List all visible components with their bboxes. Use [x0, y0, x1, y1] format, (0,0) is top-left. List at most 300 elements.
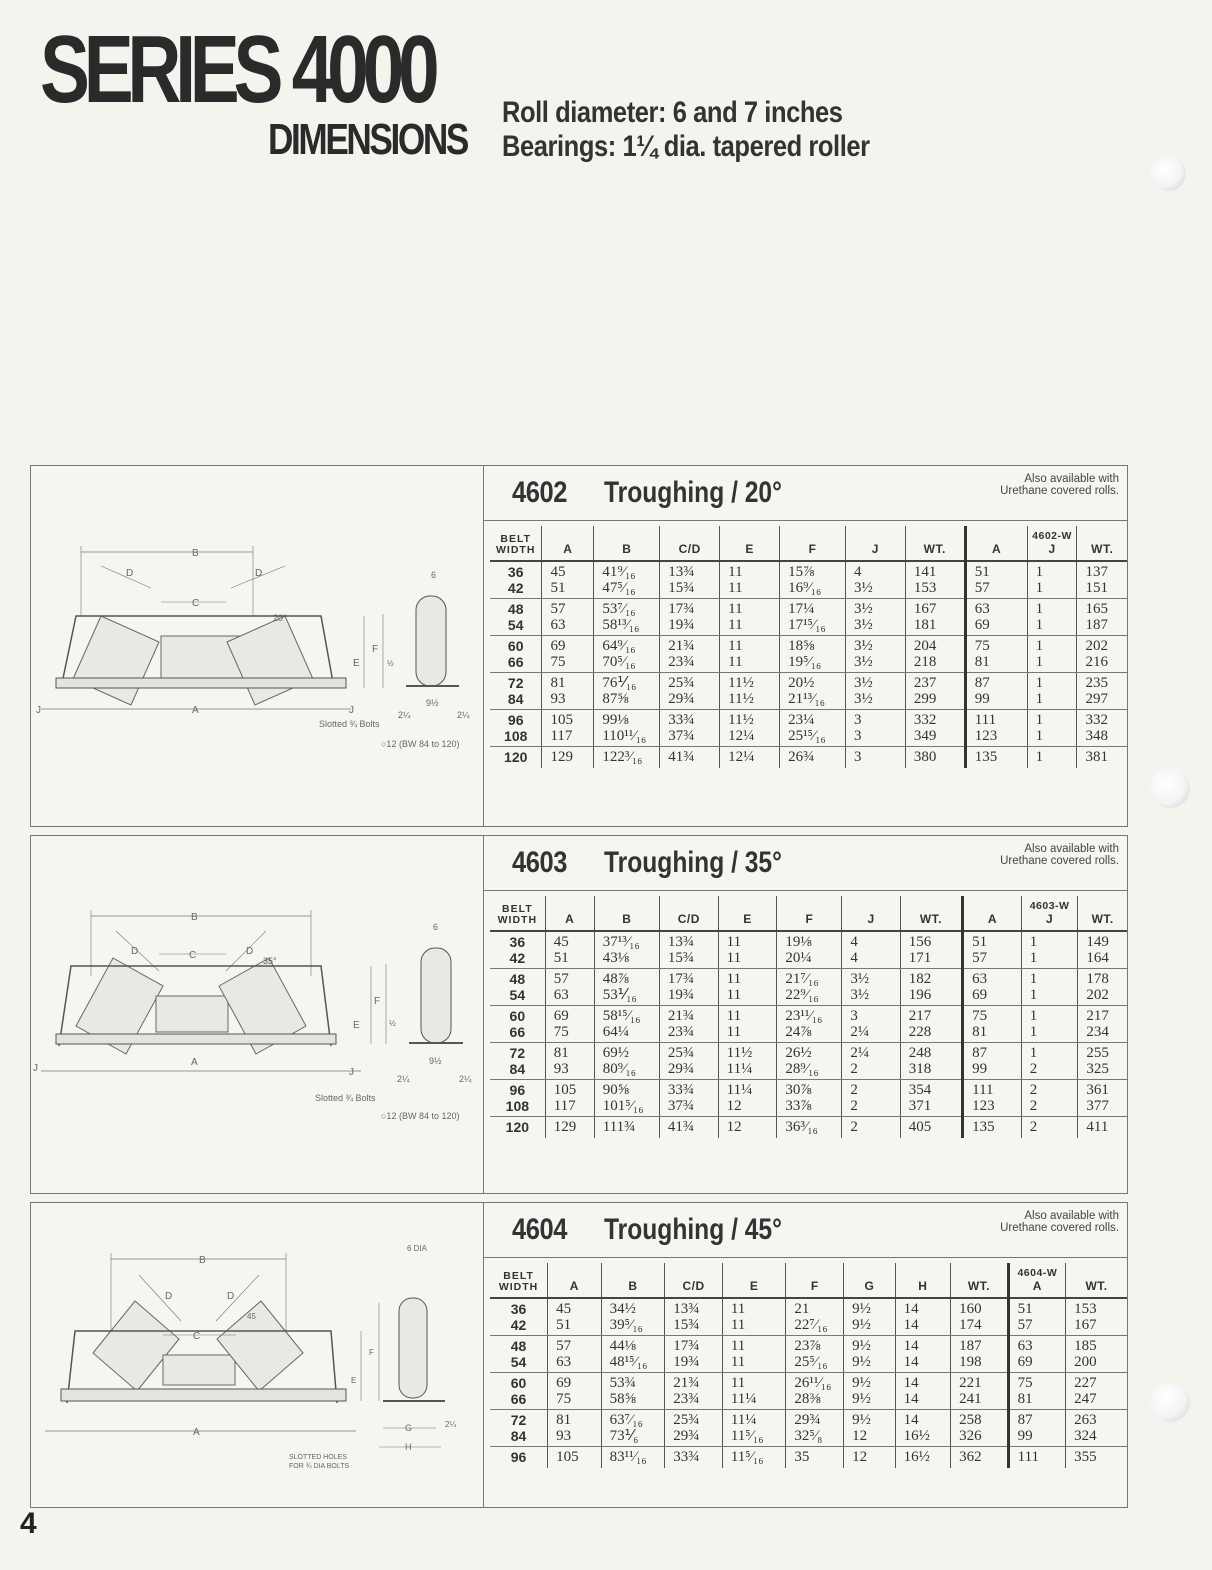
table-cell: 14 16½: [895, 1410, 951, 1447]
table-cell: 135: [963, 1117, 1022, 1138]
column-header: WT.: [900, 896, 962, 931]
table-cell: 1 2: [1021, 1043, 1078, 1080]
table-cell: 26¾: [780, 747, 846, 768]
table-cell: 63 69: [1008, 1336, 1065, 1373]
table-cell: 45 51: [542, 561, 594, 599]
dim-a-label: A: [193, 1427, 200, 1438]
table-cell: 19⅛ 20¼: [777, 931, 842, 969]
table-cell: 217 228: [900, 1006, 962, 1043]
table-cell: 69 75: [545, 1006, 594, 1043]
column-header: WT.: [1066, 1263, 1127, 1298]
table-cell: 204 218: [905, 636, 965, 673]
table-cell: 9½ 12: [844, 1410, 896, 1447]
urethane-note: Also available with Urethane covered rolls.: [1000, 843, 1119, 867]
table-cell: 12: [718, 1117, 777, 1138]
dim-ninehalf-label: 9½: [429, 1056, 442, 1066]
table-cell: 90⅝ 101⁵⁄₁₆: [594, 1080, 659, 1117]
column-header: WT.: [905, 526, 965, 561]
bw-note: ○12 (BW 84 to 120): [381, 1111, 460, 1121]
table-cell: 105 117: [542, 710, 594, 747]
column-header: J: [842, 896, 900, 931]
table-cell: 36 42: [490, 931, 545, 969]
table-cell: 60 66: [490, 1006, 545, 1043]
dim-c-label: C: [189, 950, 197, 961]
model-number: 4603: [512, 846, 568, 879]
table-cell: 137 151: [1077, 561, 1127, 599]
dim-j-right: J: [349, 705, 354, 716]
binder-hole: [1150, 1382, 1190, 1422]
binder-hole: [1150, 768, 1190, 808]
table-cell: 354 371: [900, 1080, 962, 1117]
table-cell: 9½ 9½: [844, 1373, 896, 1410]
table-cell: 11½ 11½: [720, 673, 780, 710]
column-header: B: [601, 1263, 665, 1298]
table-cell: 2 2: [1021, 1080, 1078, 1117]
table-cell: 16½: [895, 1447, 951, 1468]
dim-twoq-left: 2¼: [398, 710, 411, 720]
table-cell: 182 196: [900, 969, 962, 1006]
section-title: Troughing / 20°: [604, 476, 782, 509]
table-cell: 11 11: [720, 599, 780, 636]
column-header: H: [895, 1263, 951, 1298]
column-header: WT.: [951, 1263, 1008, 1298]
column-header: C/D: [660, 526, 720, 561]
dim-d-label-left: D: [131, 946, 139, 957]
dim-e-label: E: [353, 658, 360, 669]
model-number: 4604: [512, 1213, 568, 1246]
slotted-holes-note-1: SLOTTED HOLES: [289, 1454, 347, 1461]
table-cell: 13¾ 15¾: [659, 931, 718, 969]
table-cell: 14 14: [895, 1336, 951, 1373]
table-cell: 34½ 39⁵⁄₁₆: [601, 1298, 665, 1336]
table-cell: 21¾ 23¾: [659, 1006, 718, 1043]
table-cell: 51 57: [963, 931, 1022, 969]
dim-half-label: ½: [387, 659, 394, 668]
angle-label: 20°: [273, 613, 287, 623]
table-row: [490, 1373, 1127, 1410]
table-cell: 87 99: [963, 1043, 1022, 1080]
table-cell: 23¼ 25¹⁵⁄₁₆: [780, 710, 846, 747]
table-cell: 45 51: [548, 1298, 602, 1336]
table-cell: 11¼ 11⁵⁄₁₆: [722, 1410, 786, 1447]
table-cell: 75 81: [963, 1006, 1022, 1043]
column-header: BELT WIDTH: [490, 1263, 548, 1298]
dim-twoq-right: 2¼: [457, 710, 470, 720]
table-cell: 332 348: [1077, 710, 1127, 747]
table-cell: 1 1: [1027, 561, 1077, 599]
spec-roll-diameter: Roll diameter: 6 and 7 inches: [502, 96, 843, 129]
table-cell: 17¾ 19¾: [659, 969, 718, 1006]
table-cell: 11 11: [718, 969, 777, 1006]
column-header: WT.: [1077, 526, 1127, 561]
table-panel-4602: [484, 466, 1127, 826]
table-cell: 120: [504, 749, 528, 765]
table-cell: 72 84: [490, 673, 542, 710]
column-header: 4604-W A: [1008, 1263, 1065, 1298]
table-cell: 60 66: [490, 636, 542, 673]
column-header: BELT WIDTH: [490, 526, 542, 561]
table-cell: 13¾ 15¾: [660, 561, 720, 599]
table-row: [490, 1410, 1127, 1447]
table-cell: 20½ 21¹³⁄₁₆: [780, 673, 846, 710]
dim-c-label: C: [192, 598, 200, 609]
table-row: [490, 1080, 1127, 1117]
column-header: J: [845, 526, 905, 561]
table-cell: 17¾ 19¾: [660, 599, 720, 636]
table-cell: 15⅞ 16⁹⁄₁₆: [780, 561, 846, 599]
table-row: [490, 710, 1127, 747]
table-cell: 57 63: [545, 969, 594, 1006]
slotted-holes-note-2: FOR ¾ DIA BOLTS: [289, 1463, 350, 1470]
column-header: B: [594, 896, 659, 931]
table-cell: 37¹³⁄₁₆ 43⅛: [594, 931, 659, 969]
dim-j-right: J: [349, 1067, 354, 1078]
table-cell: 69½ 80⁹⁄₁₆: [594, 1043, 659, 1080]
table-cell: 156 171: [900, 931, 962, 969]
section-title: Troughing / 45°: [604, 1213, 782, 1246]
column-header: E: [720, 526, 780, 561]
dim-f-label: F: [369, 1348, 374, 1357]
table-cell: 51 57: [1008, 1298, 1065, 1336]
table-cell: 35: [786, 1447, 844, 1468]
model-number: 4602: [512, 476, 568, 509]
table-cell: 111 123: [963, 1080, 1022, 1117]
table-cell: 25¾ 29¾: [659, 1043, 718, 1080]
table-cell: 21⁷⁄₁₆ 22⁹⁄₁₆: [777, 969, 842, 1006]
dim-twoq-left: 2¼: [397, 1074, 410, 1084]
table-cell: 2: [842, 1117, 900, 1138]
table-cell: 1: [1027, 747, 1077, 768]
table-cell: 141 153: [905, 561, 965, 599]
table-cell: 81 93: [545, 1043, 594, 1080]
table-row: [490, 599, 1127, 636]
table-cell: 58¹⁵⁄₁₆ 64¼: [594, 1006, 659, 1043]
table-row: [490, 1447, 1127, 1468]
table-cell: 227 247: [1066, 1373, 1127, 1410]
dim-b-label: B: [191, 912, 198, 923]
section-header: [484, 836, 1127, 891]
table-cell: 33¾ 37¾: [660, 710, 720, 747]
table-cell: 83¹¹⁄₁₆: [601, 1447, 665, 1468]
column-header: E: [722, 1263, 786, 1298]
table-cell: 75 81: [965, 636, 1027, 673]
table-cell: 120: [505, 1119, 530, 1135]
table-cell: 33¾ 37¾: [659, 1080, 718, 1117]
table-cell: 11 11: [722, 1336, 786, 1373]
column-header: A: [545, 896, 594, 931]
table-cell: 129: [545, 1117, 594, 1138]
table-cell: 63 69: [965, 599, 1027, 636]
table-cell: 263 324: [1066, 1410, 1127, 1447]
table-cell: 153 167: [1066, 1298, 1127, 1336]
urethane-note: Also available with Urethane covered rolls.: [1000, 473, 1119, 497]
dim-ninehalf-label: 9½: [426, 698, 439, 708]
table-cell: 11 11: [720, 561, 780, 599]
dim-e-label: E: [353, 1020, 360, 1031]
table-cell: 25¾ 29¾: [665, 1410, 723, 1447]
dim-c-label: C: [193, 1331, 201, 1342]
column-header: G: [844, 1263, 896, 1298]
dim-d-label-left: D: [126, 568, 134, 579]
table-cell: 202 216: [1077, 636, 1127, 673]
table-cell: 48 54: [490, 969, 545, 1006]
table-cell: 1 1: [1027, 673, 1077, 710]
table-cell: 25¾ 29¾: [660, 673, 720, 710]
table-cell: 11 11: [722, 1298, 786, 1336]
table-cell: 33¾: [665, 1447, 723, 1468]
table-cell: 11 11: [718, 931, 777, 969]
table-cell: 81 93: [548, 1410, 602, 1447]
table-cell: 2: [1021, 1117, 1078, 1138]
table-cell: 185 200: [1066, 1336, 1127, 1373]
dim-f-label: F: [374, 996, 381, 1007]
column-header: A: [965, 526, 1027, 561]
dim-twoq-label: 2¼: [445, 1420, 457, 1429]
table-cell: 69 75: [542, 636, 594, 673]
section-title: Troughing / 35°: [604, 846, 782, 879]
table-cell: 76⅟₁₆ 87⅝: [594, 673, 660, 710]
table-row: [490, 636, 1127, 673]
table-row: [490, 931, 1127, 969]
table-cell: 221 241: [951, 1373, 1008, 1410]
page-number: 4: [20, 1507, 37, 1540]
table-cell: 2¼ 2: [842, 1043, 900, 1080]
variant-label: 4602-W: [1032, 530, 1072, 542]
dimensions-table: [490, 1263, 1127, 1468]
table-cell: 11⁵⁄₁₆: [722, 1447, 786, 1468]
table-cell: 122³⁄₁₆: [594, 747, 660, 768]
table-cell: 237 299: [905, 673, 965, 710]
dim-six-dia-label: 6 DIA: [407, 1244, 428, 1253]
table-cell: 160 174: [951, 1298, 1008, 1336]
table-cell: 75 81: [1008, 1373, 1065, 1410]
table-cell: 167 181: [905, 599, 965, 636]
table-cell: 53¾ 58⅝: [601, 1373, 665, 1410]
table-cell: 217 234: [1078, 1006, 1127, 1043]
table-cell: 105 117: [545, 1080, 594, 1117]
table-cell: 87 99: [1008, 1410, 1065, 1447]
table-cell: 165 187: [1077, 599, 1127, 636]
column-header: C/D: [665, 1263, 723, 1298]
table-cell: 362: [951, 1447, 1008, 1468]
table-cell: 53⁷⁄₁₆ 58¹³⁄₁₆: [594, 599, 660, 636]
table-cell: 36 42: [490, 561, 542, 599]
table-cell: 41¾: [659, 1117, 718, 1138]
table-cell: 23¹¹⁄₁₆ 24⅞: [777, 1006, 842, 1043]
bw-note: ○12 (BW 84 to 120): [381, 739, 460, 749]
table-cell: 111¾: [594, 1117, 659, 1138]
table-cell: 41⁹⁄₁₆ 47⁵⁄₁₆: [594, 561, 660, 599]
table-cell: 45 51: [545, 931, 594, 969]
table-cell: 96 108: [490, 710, 542, 747]
series-subtitle: DIMENSIONS: [268, 115, 467, 164]
table-cell: 64⁹⁄₁₆ 70⁵⁄₁₆: [594, 636, 660, 673]
table-cell: 63 69: [963, 969, 1022, 1006]
table-row: [490, 673, 1127, 710]
column-header: E: [718, 896, 777, 931]
table-cell: 4 4: [842, 931, 900, 969]
bolts-note: Slotted ¾ Bolts: [319, 719, 380, 729]
table-cell: 48 54: [490, 1336, 548, 1373]
table-cell: 111 123: [965, 710, 1027, 747]
table-cell: 105: [548, 1447, 602, 1468]
column-header: A: [963, 896, 1022, 931]
table-cell: 96: [510, 1449, 527, 1465]
table-cell: 187 198: [951, 1336, 1008, 1373]
table-row: [490, 969, 1127, 1006]
table-row: [490, 1043, 1127, 1080]
column-header: F: [780, 526, 846, 561]
table-cell: 21¾ 23¾: [660, 636, 720, 673]
table-cell: 36³⁄₁₆: [777, 1117, 842, 1138]
dim-j-left: J: [36, 705, 41, 716]
table-cell: 3 3: [845, 710, 905, 747]
table-cell: 405: [900, 1117, 962, 1138]
table-cell: 3½ 3½: [845, 636, 905, 673]
section-4603: [30, 835, 1128, 1194]
dim-half-label: ½: [389, 1019, 396, 1028]
table-cell: 57 63: [542, 599, 594, 636]
table-cell: 48⅞ 53⅟₁₆: [594, 969, 659, 1006]
table-cell: 355: [1066, 1447, 1127, 1468]
section-header: [484, 1203, 1127, 1258]
series-title: SERIES 4000: [40, 16, 434, 123]
table-cell: 380: [905, 747, 965, 768]
table-row: [490, 1298, 1127, 1336]
table-cell: 1 1: [1027, 710, 1077, 747]
table-cell: 96 108: [490, 1080, 545, 1117]
dim-f-label: F: [372, 644, 379, 655]
spec-bearings: Bearings: 1¼ dia. tapered roller: [502, 130, 870, 163]
table-cell: 381: [1077, 747, 1127, 768]
table-row: [490, 1117, 1127, 1138]
table-cell: 255 325: [1078, 1043, 1127, 1080]
table-cell: 12: [844, 1447, 896, 1468]
table-cell: 41¾: [660, 747, 720, 768]
dim-h-label: H: [405, 1442, 412, 1452]
table-cell: 30⅞ 33⅞: [777, 1080, 842, 1117]
table-cell: 13¾ 15¾: [665, 1298, 723, 1336]
table-cell: 3½ 3½: [842, 969, 900, 1006]
table-cell: 21 22⁷⁄₁₆: [786, 1298, 844, 1336]
dim-d-label-left: D: [165, 1291, 173, 1302]
dim-six-label: 6: [431, 570, 437, 580]
table-cell: 11 11: [720, 636, 780, 673]
angle-label: 35°: [263, 956, 277, 966]
table-row: [490, 1006, 1127, 1043]
dimensions-table: [490, 526, 1127, 768]
table-cell: 14 14: [895, 1373, 951, 1410]
table-cell: 26½ 28⁹⁄₁₆: [777, 1043, 842, 1080]
table-cell: 72 84: [490, 1410, 548, 1447]
dim-j-left: J: [33, 1063, 38, 1074]
table-cell: 11 11: [718, 1006, 777, 1043]
binder-hole: [1150, 155, 1186, 191]
table-cell: 1 1: [1021, 1006, 1078, 1043]
column-header: B: [594, 526, 660, 561]
table-cell: 23⅞ 25⁵⁄₁₆: [786, 1336, 844, 1373]
column-header: F: [777, 896, 842, 931]
table-cell: 3½ 3½: [845, 673, 905, 710]
table-cell: 332 349: [905, 710, 965, 747]
dim-six-label: 6: [433, 922, 439, 932]
column-header: 4603-W J: [1021, 896, 1078, 931]
table-cell: 9½ 9½: [844, 1298, 896, 1336]
table-cell: 36 42: [490, 1298, 548, 1336]
table-cell: 258 326: [951, 1410, 1008, 1447]
variant-label: 4603-W: [1029, 900, 1070, 912]
table-cell: 60 66: [490, 1373, 548, 1410]
table-cell: 17¾ 19¾: [665, 1336, 723, 1373]
dim-b-label: B: [199, 1255, 206, 1266]
table-cell: 12¼: [720, 747, 780, 768]
table-cell: 178 202: [1078, 969, 1127, 1006]
table-panel-4604: [484, 1203, 1127, 1507]
table-cell: 411: [1078, 1117, 1127, 1138]
table-cell: 11 11¼: [722, 1373, 786, 1410]
table-cell: 11½ 12¼: [720, 710, 780, 747]
table-cell: 3: [845, 747, 905, 768]
table-cell: 51 57: [965, 561, 1027, 599]
table-cell: 129: [542, 747, 594, 768]
table-cell: 44⅛ 48¹⁵⁄₁₆: [601, 1336, 665, 1373]
column-header: F: [786, 1263, 844, 1298]
angle-label: 45: [247, 1312, 256, 1321]
table-cell: 235 297: [1077, 673, 1127, 710]
table-cell: 11½ 11¼: [718, 1043, 777, 1080]
table-cell: 48 54: [490, 599, 542, 636]
dim-d-label-right: D: [227, 1291, 235, 1302]
column-header: 4602-W J: [1027, 526, 1077, 561]
table-cell: 135: [965, 747, 1027, 768]
dim-a-label: A: [191, 1057, 198, 1068]
urethane-note: Also available with Urethane covered rolls.: [1000, 1210, 1119, 1234]
table-cell: 57 63: [548, 1336, 602, 1373]
table-cell: 18⅝ 19⁵⁄₁₆: [780, 636, 846, 673]
table-panel-4603: [484, 836, 1127, 1193]
table-row: [490, 747, 1127, 768]
table-cell: 1 1: [1027, 599, 1077, 636]
table-cell: 14 14: [895, 1298, 951, 1336]
section-header: [484, 466, 1127, 521]
variant-label: 4604-W: [1017, 1267, 1058, 1279]
table-row: [490, 1336, 1127, 1373]
column-header: C/D: [659, 896, 718, 931]
table-cell: 17¼ 17¹⁵⁄₁₆: [780, 599, 846, 636]
dim-g-label: G: [405, 1423, 413, 1433]
idler-diagram-4604: [31, 1203, 484, 1507]
table-cell: 248 318: [900, 1043, 962, 1080]
table-cell: 63⁷⁄₁₆ 73⅟₆: [601, 1410, 665, 1447]
dim-e-label: E: [351, 1376, 357, 1385]
table-cell: 11¼ 12: [718, 1080, 777, 1117]
table-cell: 1 1: [1021, 931, 1078, 969]
table-cell: 361 377: [1078, 1080, 1127, 1117]
table-cell: 1 1: [1027, 636, 1077, 673]
table-cell: 3½ 3½: [845, 599, 905, 636]
section-4602: [30, 465, 1128, 827]
table-cell: 111: [1008, 1447, 1065, 1468]
dim-twoq-right: 2¼: [459, 1074, 472, 1084]
dim-b-label: B: [192, 548, 199, 559]
table-cell: 1 1: [1021, 969, 1078, 1006]
column-header: A: [542, 526, 594, 561]
table-cell: 72 84: [490, 1043, 545, 1080]
dim-a-label: A: [192, 705, 199, 716]
table-cell: 87 99: [965, 673, 1027, 710]
dim-d-label-right: D: [255, 568, 263, 579]
table-cell: 3 2¼: [842, 1006, 900, 1043]
